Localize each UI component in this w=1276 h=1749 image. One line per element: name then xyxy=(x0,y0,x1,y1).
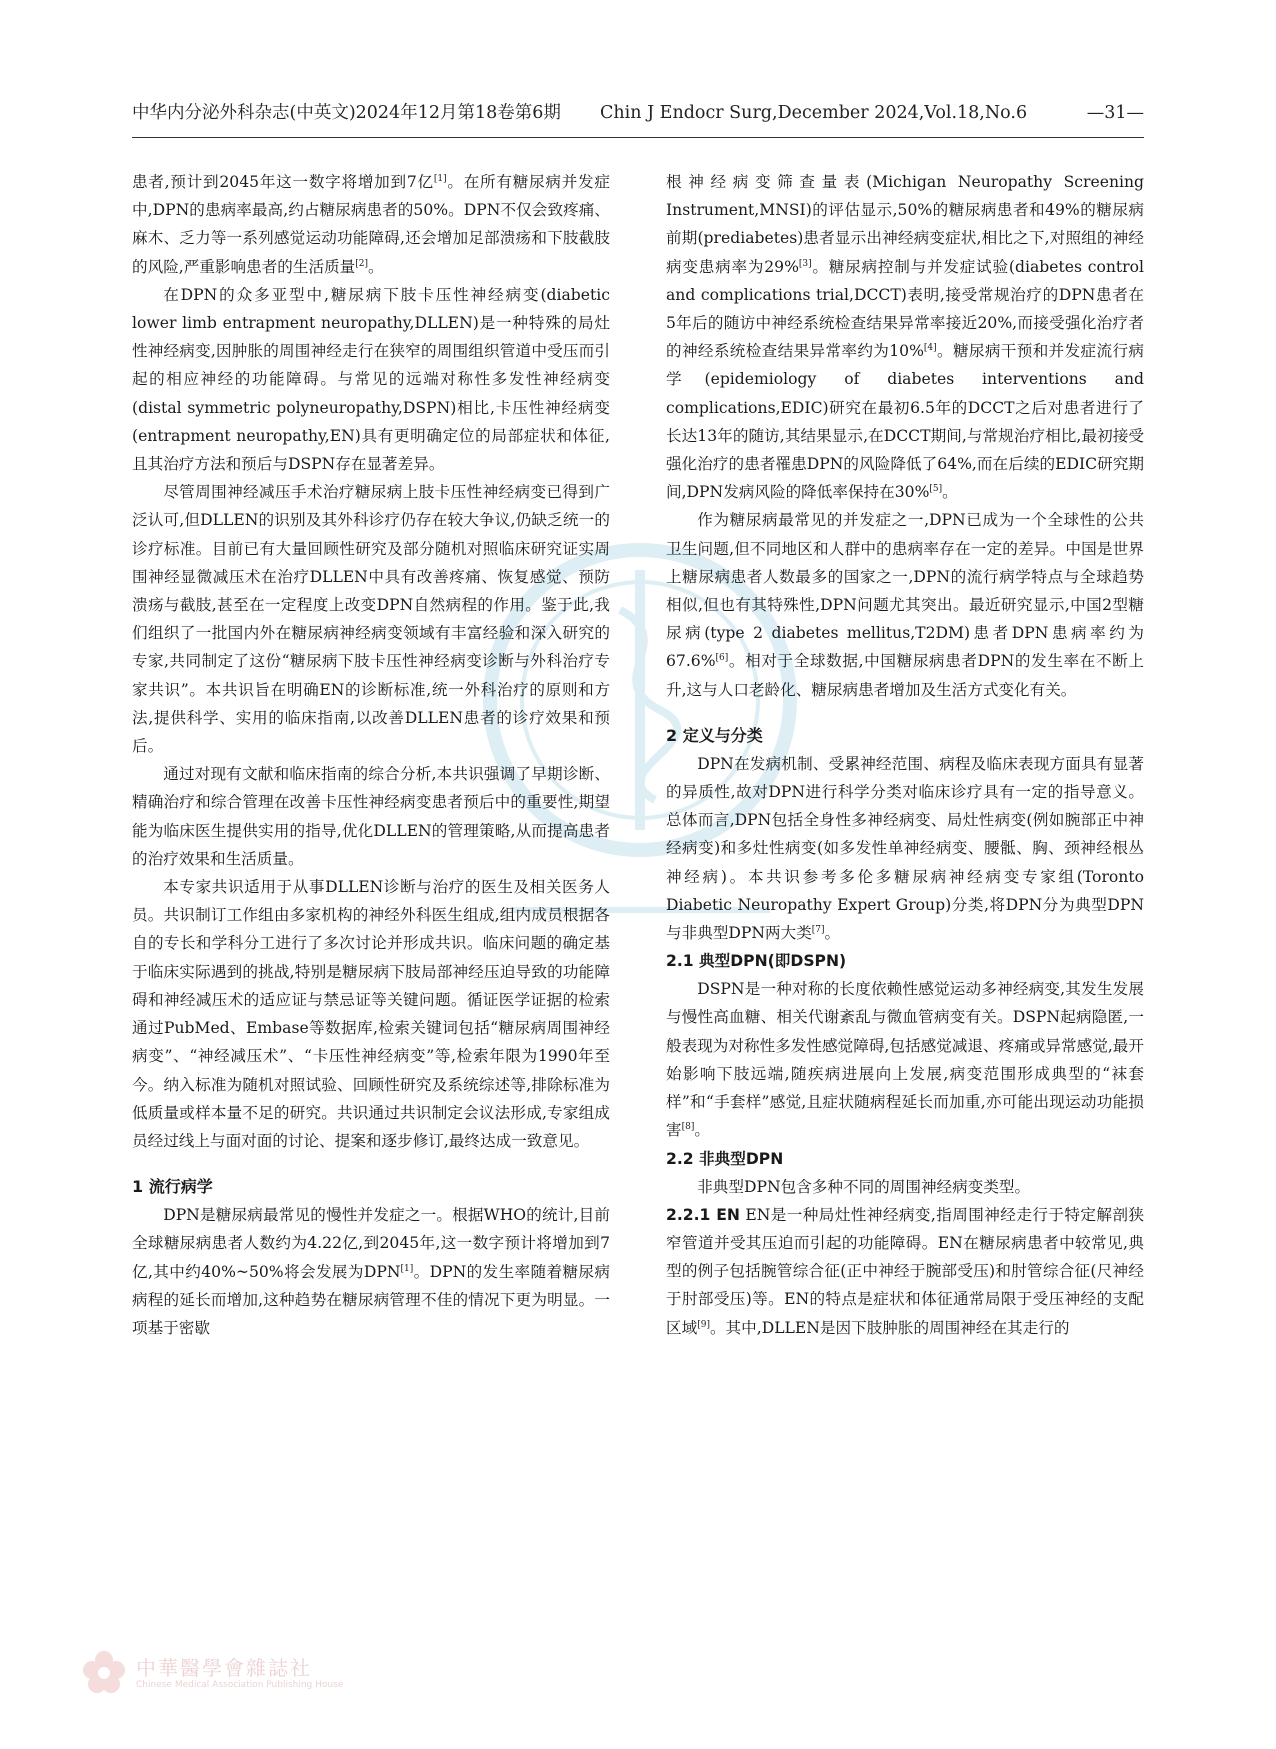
paragraph: 本专家共识适用于从事DLLEN诊断与治疗的医生及相关医务人员。共识制订工作组由多家机构的神经外科医生组成,组内成员根据各自的专长和学科分工进行了多次讨论并形成共识。临床问题的确定基于临床实际遇到的挑战,特别是糖尿病下肢局部神经压迫导致的功能障碍和神经减压术的适应证与禁忌证等关键问题。循证医学证据的检索通过PubMed、Embase等数据库,检索关键词包括“糖尿病周围神经病变”、“神经减压术”、“卡压性神经病变”等,检索年限为1990年至今。纳入标准为随机对照试验、回顾性研究及系统综述等,排除标准为低质量或样本量不足的研究。共识通过共识制定会议法形成,专家组成员经过线上与面对面的讨论、提案和逐步修订,最终达成一致意见。 xyxy=(132,878,610,1150)
header-rule xyxy=(132,137,1144,138)
citation[interactable]: [4] xyxy=(923,343,937,354)
left-column xyxy=(132,168,610,1342)
section-heading-1: 1 流行病学 xyxy=(132,1177,213,1197)
paragraph: 在DPN的众多亚型中,糖尿病下肢卡压性神经病变(diabetic lower limb entrapment neuropathy,DLLEN)是一种特殊的局灶性神经病变,因肿胀的周围神经走行在狭窄的周围组织管道中受压而引起的相应神经的功能障碍。与常见的远端对称性多发性神经病变(distal symmetric polyneuropathy,DSPN)相比,卡压性神经病变(entrapment neuropathy,EN)具有更明确定位的局部症状和体征,且其治疗方法和预后与DSPN存在显著差异。 xyxy=(132,285,610,474)
paragraph: DSPN是一种对称的长度依赖性感觉运动多神经病变,其发生发展与慢性高血糖、相关代谢紊乱与微血管病变有关。DSPN起病隐匿,一般表现为对称性多发性感觉障碍,包括感觉减退、疼痛或异常感觉,最开始影响下肢远端,随疾病进展向上发展,病变范围形成典型的“袜套样”和“手套样”感觉,且症状随病程延长而加重,亦可能出现运动功能损害[8]。 xyxy=(666,980,1144,1140)
paragraph: DPN是糖尿病最常见的慢性并发症之一。根据WHO的统计,目前全球糖尿病患者人数约为4.22亿,到2045年,这一数字预计将增加到7亿,其中约40%~50%将会发展为DPN[1]。DPN的发生率随着糖尿病病程的延长而增加,这种趋势在糖尿病管理不佳的情况下更为明显。一项基于密歇 xyxy=(132,1206,610,1337)
paragraph: 非典型DPN包含多种不同的周围神经病变类型。 xyxy=(697,1177,1031,1196)
section-heading-2: 2 定义与分类 xyxy=(666,725,763,745)
page-number: —31— xyxy=(1086,103,1144,123)
subsection-heading-2-2: 2.2 非典型DPN xyxy=(666,1149,784,1168)
paragraph: 根神经病变筛查量表(Michigan Neuropathy Screening Instrument,MNSI)的评估显示,50%的糖尿病患者和49%的糖尿病前期(prediabetes)患者显示出神经病变症状,相比之下,对照组的神经病变患病率为29%[3]。糖尿病控制与并发症试验(diabetes control and complications trial,DCCT)表明,接受常规治疗的DPN患者在5年后的随访中神经系统检查结果异常率接近20%,而接受强化治疗者的神经系统检查结果异常率约为10%[4]。糖尿病干预和并发症流行病学(epidemiology of diabetes interventions and complications,EDIC)研究在最初6.5年的DCCT之后对患者进行了长达13年的随访,其结果显示,在DCCT期间,与常规治疗相比,最初接受强化治疗的患者罹患DPN的风险降低了64%,而在后续的EDIC研究期间,DPN发病风险的降低率保持在30%[5]。 xyxy=(666,173,1144,502)
publisher-name-cn: 中華醫學會雜誌社 xyxy=(136,1656,312,1680)
paragraph: 尽管周围神经减压手术治疗糖尿病上肢卡压性神经病变已得到广泛认可,但DLLEN的识别及其外科诊疗仍存在较大争议,仍缺乏统一的诊疗标准。目前已有大量回顾性研究及部分随机对照临床研究证实周围神经显微减压术在治疗DLLEN中具有改善疼痛、恢复感觉、预防溃疡与截肢,甚至在一定程度上改变DPN自然病程的作用。鉴于此,我们组织了一批国内外在糖尿病神经病变领域有丰富经验和深入研究的专家,共同制定了这份“糖尿病下肢卡压性神经病变诊断与外科治疗专家共识”。本共识旨在明确EN的诊断标准,统一外科治疗的原则和方法,提供科学、实用的临床指南,以改善DLLEN患者的诊疗效果和预后。 xyxy=(132,483,610,756)
paragraph: 作为糖尿病最常见的并发症之一,DPN已成为一个全球性的公共卫生问题,但不同地区和人群中的患病率存在一定的差异。中国是世界上糖尿病患者人数最多的国家之一,DPN的流行病学特点与全球趋势相似,但也有其特殊性,DPN问题尤其突出。最近研究显示,中国2型糖尿病(type 2 diabetes mellitus,T2DM)患者DPN患病率约为67.6%[6]。相对于全球数据,中国糖尿病患者DPN的发生率在不断上升,这与人口老龄化、糖尿病患者增加及生活方式变化有关。 xyxy=(666,511,1144,699)
citation[interactable]: [7] xyxy=(811,924,825,935)
citation[interactable]: [1] xyxy=(400,1263,414,1274)
citation[interactable]: [1] xyxy=(433,173,447,184)
journal-title-cn: 中华内分泌外科杂志(中英文)2024年12月第18卷第6期 xyxy=(132,103,561,123)
publisher-name-en: Chinese Medical Association Publishing House xyxy=(136,1680,344,1690)
subsection-heading-2-1: 2.1 典型DPN(即DSPN) xyxy=(666,952,847,971)
citation[interactable]: [2] xyxy=(355,258,369,269)
right-column xyxy=(666,168,1144,1342)
paragraph: 2.2.1 EN EN是一种局灶性神经病变,指周围神经走行于特定解剖狭窄管道并受其压迫而引起的功能障碍。EN在糖尿病患者中较常见,典型的例子包括腕管综合征(正中神经于腕部受压)和肘管综合征(尺神经于肘部受压)等。EN的特点是症状和体征通常局限于受压神经的支配区域[9]。其中,DLLEN是因下肢肿胀的周围神经在其走行的 xyxy=(666,1205,1144,1337)
publisher-logo xyxy=(80,1648,510,1708)
paragraph: 通过对现有文献和临床指南的综合分析,本共识强调了早期诊断、精确治疗和综合管理在改善卡压性神经病变患者预后中的重要性,期望能为临床医生提供实用的指导,优化DLLEN的管理策略,从而提高患者的治疗效果和生活质量。 xyxy=(132,765,610,868)
citation[interactable]: [5] xyxy=(929,484,943,495)
citation[interactable]: [9] xyxy=(697,1319,710,1330)
citation[interactable]: [8] xyxy=(681,1122,695,1133)
citation[interactable]: [6] xyxy=(715,653,729,664)
citation[interactable]: [3] xyxy=(798,258,812,269)
journal-title-en: Chin J Endocr Surg,December 2024,Vol.18,No.6 xyxy=(600,103,1028,123)
running-header xyxy=(132,96,1144,130)
paragraph: DPN在发病机制、受累神经范围、病程及临床表现方面具有显著的异质性,故对DPN进行科学分类对临床诊疗具有一定的指导意义。总体而言,DPN包括全身性多神经病变、局灶性病变(例如腕部正中神经病变)和多灶性病变(如多发性单神经病变、腰骶、胸、颈神经根丛神经病)。本共识参考多伦多糖尿病神经病变专家组(Toronto Diabetic Neuropathy Expert Group)分类,将DPN分为典型DPN与非典型DPN两大类[7]。 xyxy=(666,754,1144,943)
flower-logo-icon xyxy=(80,1648,128,1696)
paragraph: 患者,预计到2045年这一数字将增加到7亿[1]。在所有糖尿病并发症中,DPN的患病率最高,约占糖尿病患者的50%。DPN不仅会致疼痛、麻木、乏力等一系列感觉运动功能障碍,还会增加足部溃疡和下肢截肢的风险,严重影响患者的生活质量[2]。 xyxy=(132,173,610,276)
subsection-heading-2-2-1: 2.2.1 EN xyxy=(666,1205,740,1224)
